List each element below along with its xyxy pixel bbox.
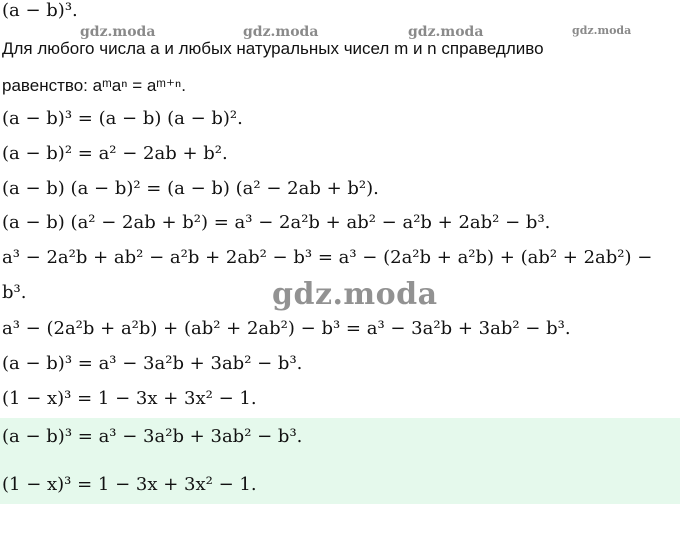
step-2: (a − b)² = a² − 2ab + b². [2,143,228,164]
intro-line-2: равенство: aᵐaⁿ = aᵐ⁺ⁿ. [2,76,186,95]
watermark: gdz.moda [572,24,632,37]
watermark: gdz.moda [408,24,484,40]
step-5-continued: b³. [2,282,27,303]
intro-line-1: Для любого числа a и любых натуральных чисел m и n справедливо [2,39,544,58]
step-7: (a − b)³ = a³ − 3a²b + 3ab² − b³. [2,353,303,374]
answer-line-2: (1 − x)³ = 1 − 3x + 3x² − 1. [2,474,257,495]
step-8: (1 − x)³ = 1 − 3x + 3x² − 1. [2,388,257,409]
watermark: gdz.moda [243,24,319,40]
answer-line-1: (a − b)³ = a³ − 3a²b + 3ab² − b³. [2,426,303,447]
step-1: (a − b)³ = (a − b) (a − b)². [2,108,243,129]
step-6: a³ − (2a²b + a²b) + (ab² + 2ab²) − b³ = a³ − 3a²b + 3ab² − b³. [2,318,571,339]
step-4: (a − b) (a² − 2ab + b²) = a³ − 2a²b + ab² − a²b + 2ab² − b³. [2,212,551,233]
header-expression: (a − b)³. [2,0,78,21]
step-3: (a − b) (a − b)² = (a − b) (a² − 2ab + b²). [2,178,379,199]
answer-block [0,418,680,504]
step-5: a³ − 2a²b + ab² − a²b + 2ab² − b³ = a³ − (2a²b + a²b) + (ab² + 2ab²) − [2,247,653,268]
watermark-large: gdz.moda [272,277,438,312]
watermark: gdz.moda [80,24,156,40]
